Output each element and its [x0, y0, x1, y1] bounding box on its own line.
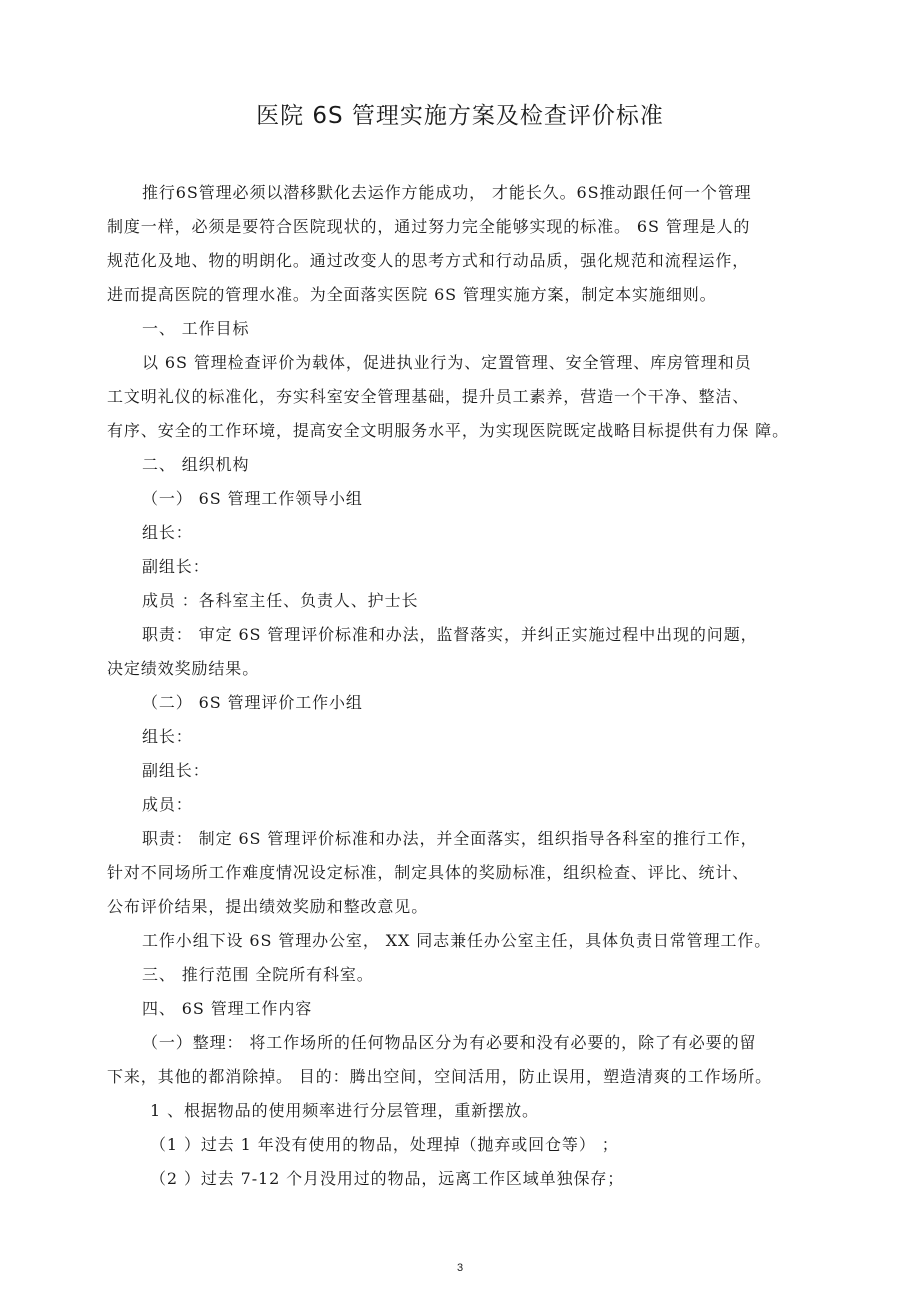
- body-line: 组长：: [142, 523, 193, 542]
- body-line: 成员 ：各科室主任、负责人、护士长: [142, 591, 419, 610]
- section-heading: 二、 组织机构: [142, 455, 250, 474]
- list-item: 1 、根据物品的使用频率进行分层管理，重新摆放。: [150, 1101, 539, 1120]
- body-line: 副组长：: [142, 761, 210, 780]
- body-line: 副组长：: [142, 557, 210, 576]
- body-line: 决定绩效奖励结果。: [107, 659, 260, 678]
- body-line: 工作小组下设 6S 管理办公室， XX 同志兼任办公室主任，具体负责日常管理工作。: [142, 931, 772, 950]
- body-line: 制度一样，必须是要符合医院现状的，通过努力完全能够实现的标准。 6S 管理是人的: [107, 217, 751, 236]
- body-line: 推行6S管理必须以潜移默化去运作方能成功， 才能长久。6S推动跟任何一个管理: [142, 183, 752, 202]
- section-heading: 一、 工作目标: [142, 319, 250, 338]
- subsection-heading: （二） 6S 管理评价工作小组: [142, 693, 363, 712]
- body-line: （一）整理： 将工作场所的任何物品区分为有必要和没有必要的，除了有必要的留: [142, 1033, 757, 1052]
- body-line: 成员：: [142, 795, 193, 814]
- section-heading: 三、 推行范围 全院所有科室。: [142, 965, 374, 984]
- body-line: 进而提高医院的管理水准。为全面落实医院 6S 管理实施方案，制定本实施细则。: [107, 285, 717, 304]
- body-line: 有序、安全的工作环境，提高安全文明服务水平，为实现医院既定战略目标提供有力保 障。: [107, 421, 789, 440]
- list-item: （2 ）过去 7-12 个月没用过的物品，远离工作区域单独保存；: [150, 1169, 625, 1188]
- body-line: 针对不同场所工作难度情况设定标准，制定具体的奖励标准，组织检查、评比、统计、: [107, 863, 750, 882]
- section-heading: 四、 6S 管理工作内容: [142, 999, 313, 1018]
- page-number: 3: [456, 1262, 464, 1274]
- body-line: 职责： 审定 6S 管理评价标准和办法，监督落实，并纠正实施过程中出现的问题，: [142, 625, 758, 644]
- subsection-heading: （一） 6S 管理工作领导小组: [142, 489, 363, 508]
- document-title: 医院 6S 管理实施方案及检查评价标准: [256, 103, 664, 129]
- body-line: 职责： 制定 6S 管理评价标准和办法，并全面落实，组织指导各科室的推行工作，: [142, 829, 758, 848]
- list-item: （1 ）过去 1 年没有使用的物品，处理掉（抛弃或回仓等） ；: [150, 1135, 619, 1154]
- body-line: 下来，其他的都消除掉。 目的：腾出空间，空间活用，防止误用，塑造清爽的工作场所。: [107, 1067, 773, 1086]
- body-line: 以 6S 管理检查评价为载体，促进执业行为、定置管理、安全管理、库房管理和员: [142, 353, 752, 372]
- body-line: 规范化及地、物的明朗化。通过改变人的思考方式和行动品质，强化规范和流程运作，: [107, 251, 750, 270]
- body-line: 组长：: [142, 727, 193, 746]
- body-line: 工文明礼仪的标准化，夯实科室安全管理基础，提升员工素养，营造一个干净、整洁、: [107, 387, 750, 406]
- body-line: 公布评价结果，提出绩效奖励和整改意见。: [107, 897, 429, 916]
